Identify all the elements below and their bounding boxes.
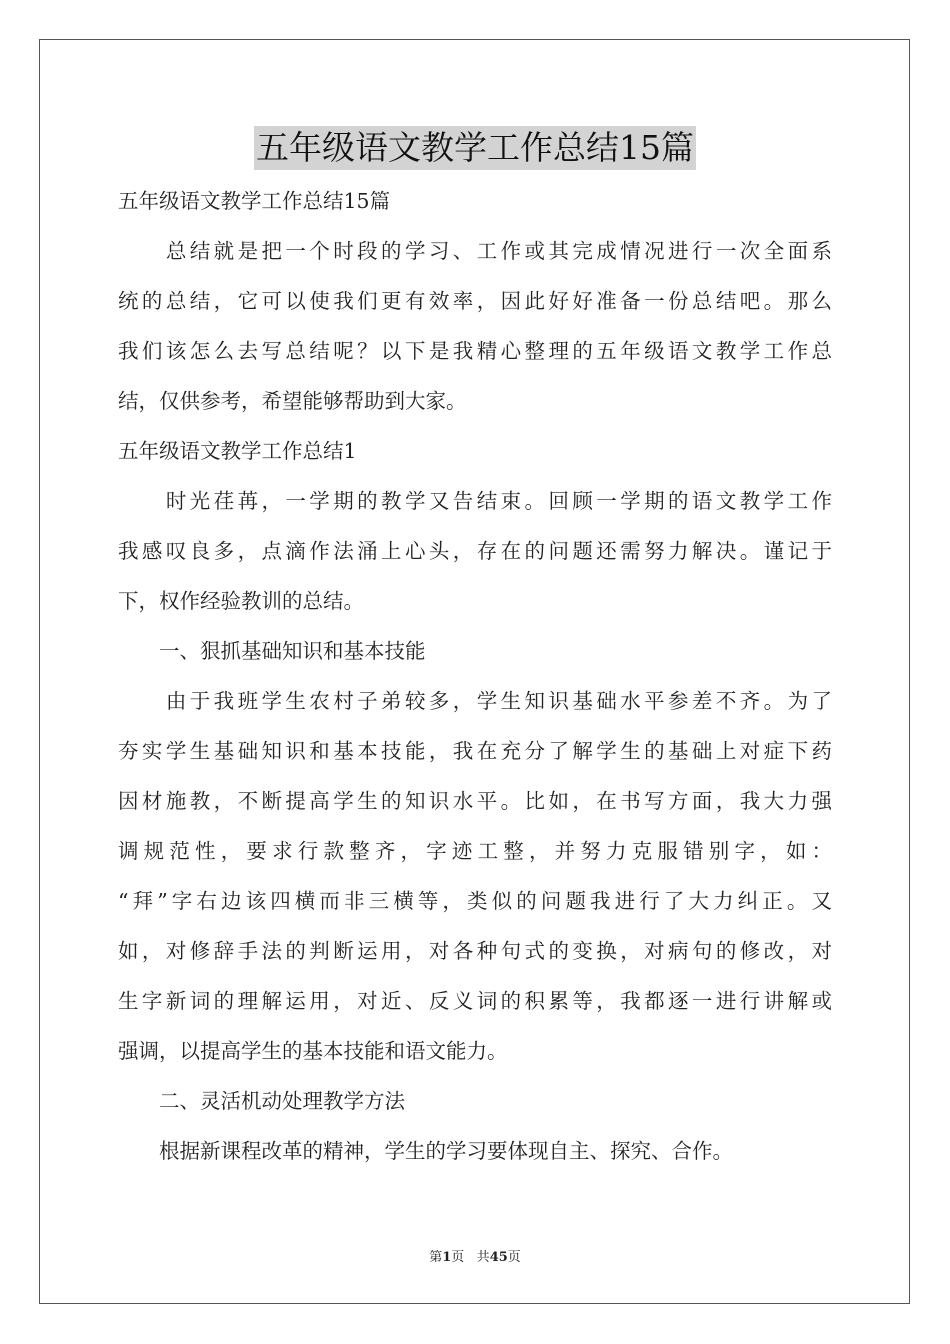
- page-suffix: 页: [451, 1250, 465, 1265]
- intro-line: 我们该怎么去写总结呢？以下是我精心整理的五年级语文教学工作总: [118, 339, 832, 363]
- point2-line: 根据新课程改革的精神，学生的学习要体现自主、探究、合作。: [118, 1139, 733, 1163]
- section-heading: 五年级语文教学工作总结1: [118, 439, 357, 463]
- document-title: 五年级语文教学工作总结15篇: [254, 126, 696, 170]
- title-wrap: [0, 126, 950, 170]
- document-body: [118, 176, 832, 1176]
- intro-line: 统的总结，它可以使我们更有效率，因此好好准备一份总结吧。那么: [118, 289, 832, 313]
- document-subtitle: 五年级语文教学工作总结15篇: [118, 189, 391, 213]
- point1-line: 调规范性，要求行款整齐，字迹工整，并努力克服错别字，如：: [118, 839, 832, 863]
- point1-line: 由于我班学生农村子弟较多，学生知识基础水平参差不齐。为了: [118, 689, 832, 713]
- point2-heading: 二、灵活机动处理教学方法: [118, 1089, 405, 1113]
- page-footer: [0, 1246, 950, 1265]
- point1-line: 夯实学生基础知识和基本技能，我在充分了解学生的基础上对症下药: [118, 739, 832, 763]
- section-intro-line: 下，权作经验教训的总结。: [118, 589, 364, 613]
- point1-line: 如，对修辞手法的判断运用，对各种句式的变换，对病句的修改，对: [118, 939, 832, 963]
- intro-line: 总结就是把一个时段的学习、工作或其完成情况进行一次全面系: [118, 239, 832, 263]
- point1-line: 生字新词的理解运用，对近、反义词的积累等，我都逐一进行讲解或: [118, 989, 832, 1013]
- point1-line: “拜”字右边该四横而非三横等，类似的问题我进行了大力纠正。又: [118, 889, 832, 913]
- point1-line: 强调，以提高学生的基本技能和语文能力。: [118, 1039, 508, 1063]
- section-intro-line: 我感叹良多，点滴作法涌上心头，存在的问题还需努力解决。谨记于: [118, 539, 832, 563]
- page-prefix: 第: [429, 1250, 443, 1265]
- point1-line: 因材施教，不断提高学生的知识水平。比如，在书写方面，我大力强: [118, 789, 832, 813]
- intro-line: 结，仅供参考，希望能够帮助到大家。: [118, 389, 467, 413]
- point1-heading: 一、狠抓基础知识和基本技能: [118, 639, 426, 663]
- page-number: 1: [442, 1250, 452, 1265]
- total-pages: 45: [489, 1250, 508, 1265]
- total-suffix: 页: [507, 1250, 521, 1265]
- total-prefix: 共: [476, 1250, 490, 1265]
- section-intro-line: 时光荏苒，一学期的教学又告结束。回顾一学期的语文教学工作: [118, 489, 832, 513]
